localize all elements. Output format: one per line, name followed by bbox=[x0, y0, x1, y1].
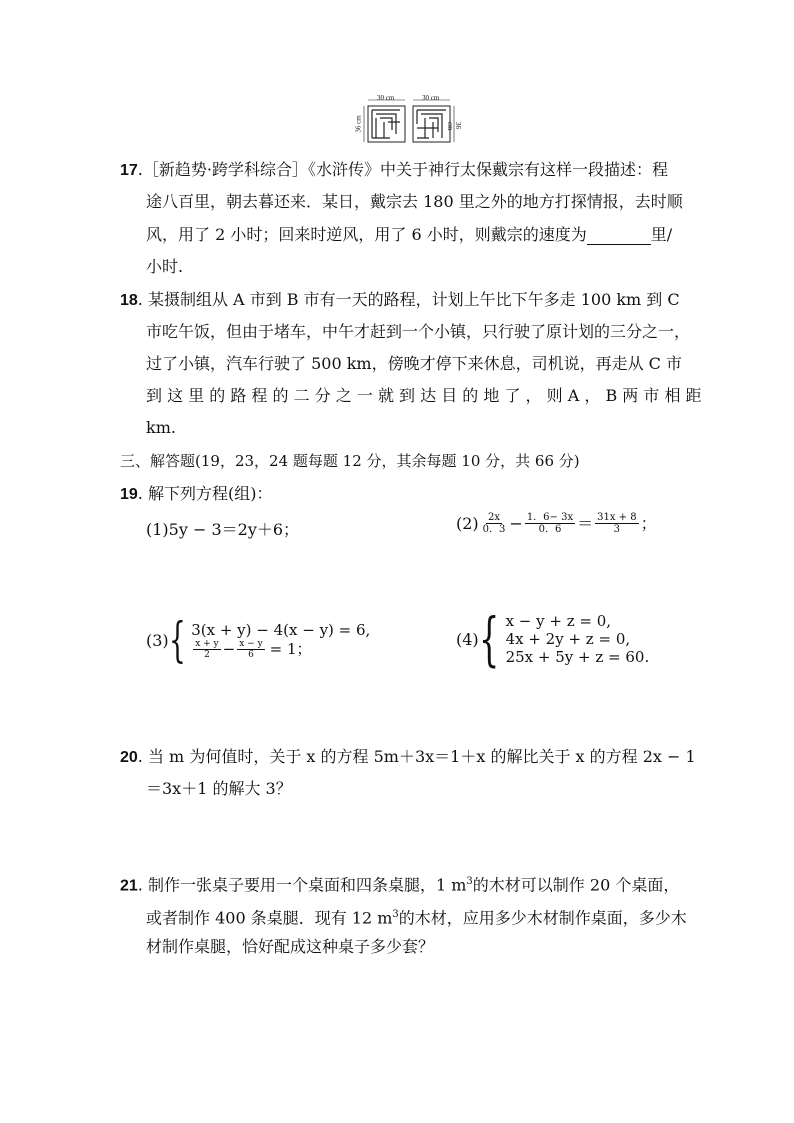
q19-part3 bbox=[146, 612, 371, 668]
q21-superscript-2: 3 bbox=[392, 909, 399, 920]
q19-part2-fraction-1 bbox=[481, 512, 508, 535]
q19-part2-minus: − bbox=[509, 513, 523, 533]
fraction-denominator: 2 bbox=[204, 649, 210, 660]
height-label-left: 36 cm bbox=[354, 115, 363, 133]
fraction-numerator: 31x + 8 bbox=[597, 512, 637, 523]
maze-drawing bbox=[360, 94, 460, 146]
q21-text-2b: 的木材，应用多少木材制作桌面，多少木 bbox=[398, 908, 687, 928]
q17-number: 17 bbox=[120, 162, 138, 179]
q20-text-1: . 当 m 为何值时，关于 x 的方程 5m＋3x＝1＋x 的解比关于 x 的方程 2x − 1 bbox=[137, 747, 696, 766]
q18-line3: 过了小镇，汽车行驶了 500 km，傍晚才停下来休息，司机说，再走从 C 市 bbox=[146, 354, 682, 373]
q18-line5: km. bbox=[146, 418, 176, 437]
q17-unit: 里/ bbox=[650, 225, 673, 244]
q18-number: 18 bbox=[120, 292, 138, 309]
q21-superscript-1: 3 bbox=[466, 876, 473, 887]
fraction-numerator: x + y bbox=[195, 638, 219, 649]
q19-intro: . 解下列方程(组)： bbox=[137, 484, 273, 503]
q21-number: 21 bbox=[120, 877, 138, 895]
left-brace-icon: { bbox=[478, 605, 499, 673]
q17-line4: 小时. bbox=[146, 257, 184, 276]
q19-part1: (1)5y − 3＝2y＋6； bbox=[146, 520, 300, 539]
q19-part3-system bbox=[191, 621, 370, 660]
q19-part2 bbox=[456, 512, 657, 535]
q18-line4: 到 这 里 的 路 程 的 二 分 之 一 就 到 达 目 的 地 了 ， 则 A ， B 两 市 相 距 bbox=[146, 386, 702, 405]
q19-intro-line bbox=[120, 484, 272, 505]
q17-answer-blank[interactable] bbox=[587, 228, 651, 245]
q21-text-1: . 制作一张桌子要用一个桌面和四条桌腿，1 m bbox=[137, 875, 467, 895]
q20-line2: ＝3x＋1 的解大 3？ bbox=[146, 779, 292, 798]
q19-part2-label: (2) bbox=[456, 513, 479, 533]
fraction-numerator: 2x bbox=[488, 512, 501, 523]
q19-part3-fraction-2 bbox=[237, 639, 264, 660]
q18-text-1: . 某摄制组从 A 市到 B 市有一天的路程，计划上午比下午多走 100 km 到 C bbox=[137, 290, 680, 309]
q19-number: 19 bbox=[120, 486, 138, 503]
fraction-denominator: 6 bbox=[248, 649, 254, 660]
q19-part4 bbox=[456, 605, 650, 673]
q21-line3: 材制作桌腿，恰好配成这种桌子多少套？ bbox=[146, 937, 435, 956]
q19-part3-tail: = 1； bbox=[269, 640, 312, 658]
height-label-right: 36 cm bbox=[446, 122, 462, 131]
maze-figure bbox=[354, 94, 462, 146]
q19-part2-fraction-3 bbox=[595, 512, 638, 535]
q19-part4-eq3: 25x + 5y + z = 60. bbox=[505, 648, 650, 666]
q19-part2-equals: ＝ bbox=[577, 513, 594, 533]
q19-part3-label: (3) bbox=[146, 630, 169, 650]
fraction-denominator: 0．6 bbox=[538, 524, 562, 535]
q19-part2-fraction-2 bbox=[525, 512, 575, 535]
q18-line1 bbox=[120, 290, 680, 311]
width-label-left: 30 cm bbox=[377, 94, 395, 102]
q21-text-2: 或者制作 400 条桌腿．现有 12 m bbox=[146, 908, 393, 928]
q21-line1 bbox=[120, 872, 679, 896]
section-3-title: 三、解答题(19，23，24 题每题 12 分，其余每题 10 分，共 66 分) bbox=[120, 452, 580, 470]
q19-part4-eq1: x − y + z = 0, bbox=[505, 612, 612, 630]
q19-part4-system bbox=[506, 612, 650, 666]
q19-part3-eq2 bbox=[191, 639, 370, 660]
q19-part4-eq2: 4x + 2y + z = 0, bbox=[505, 630, 631, 648]
q17-line2: 途八百里，朝去暮还来．某日，戴宗去 180 里之外的地方打探情报，去时顺 bbox=[146, 192, 683, 211]
q17-line3 bbox=[146, 225, 672, 245]
q17-line1 bbox=[120, 160, 668, 181]
q19-part3-eq1: 3(x + y) − 4(x − y) = 6, bbox=[191, 620, 371, 639]
q20-number: 20 bbox=[120, 749, 138, 766]
q17-text-3: 风，用了 2 小时；回来时逆风，用了 6 小时，则戴宗的速度为 bbox=[146, 225, 587, 244]
q19-part3-fraction-1 bbox=[193, 639, 220, 660]
left-brace-icon: { bbox=[168, 612, 186, 668]
fraction-denominator: 3 bbox=[613, 524, 621, 535]
q20-line1 bbox=[120, 747, 696, 768]
width-label-right: 30 cm bbox=[422, 94, 440, 102]
q21-line2 bbox=[146, 905, 687, 928]
q19-part2-end: ； bbox=[640, 513, 657, 533]
fraction-numerator: 1．6− 3x bbox=[526, 512, 574, 523]
fraction-numerator: x − y bbox=[239, 638, 263, 649]
fraction-denominator: 0．3 bbox=[482, 524, 506, 535]
q18-line2: 市吃午饭，但由于堵车，中午才赶到一个小镇，只行驶了原计划的三分之一， bbox=[146, 322, 691, 341]
q21-text-1b: 的木材可以制作 20 个桌面， bbox=[472, 875, 680, 895]
q19-part4-label: (4) bbox=[456, 629, 479, 649]
q17-text-1: .［新趋势·跨学科综合］《水浒传》中关于神行太保戴宗有这样一段描述：程 bbox=[137, 160, 668, 179]
q19-part3-minus: − bbox=[222, 640, 236, 658]
